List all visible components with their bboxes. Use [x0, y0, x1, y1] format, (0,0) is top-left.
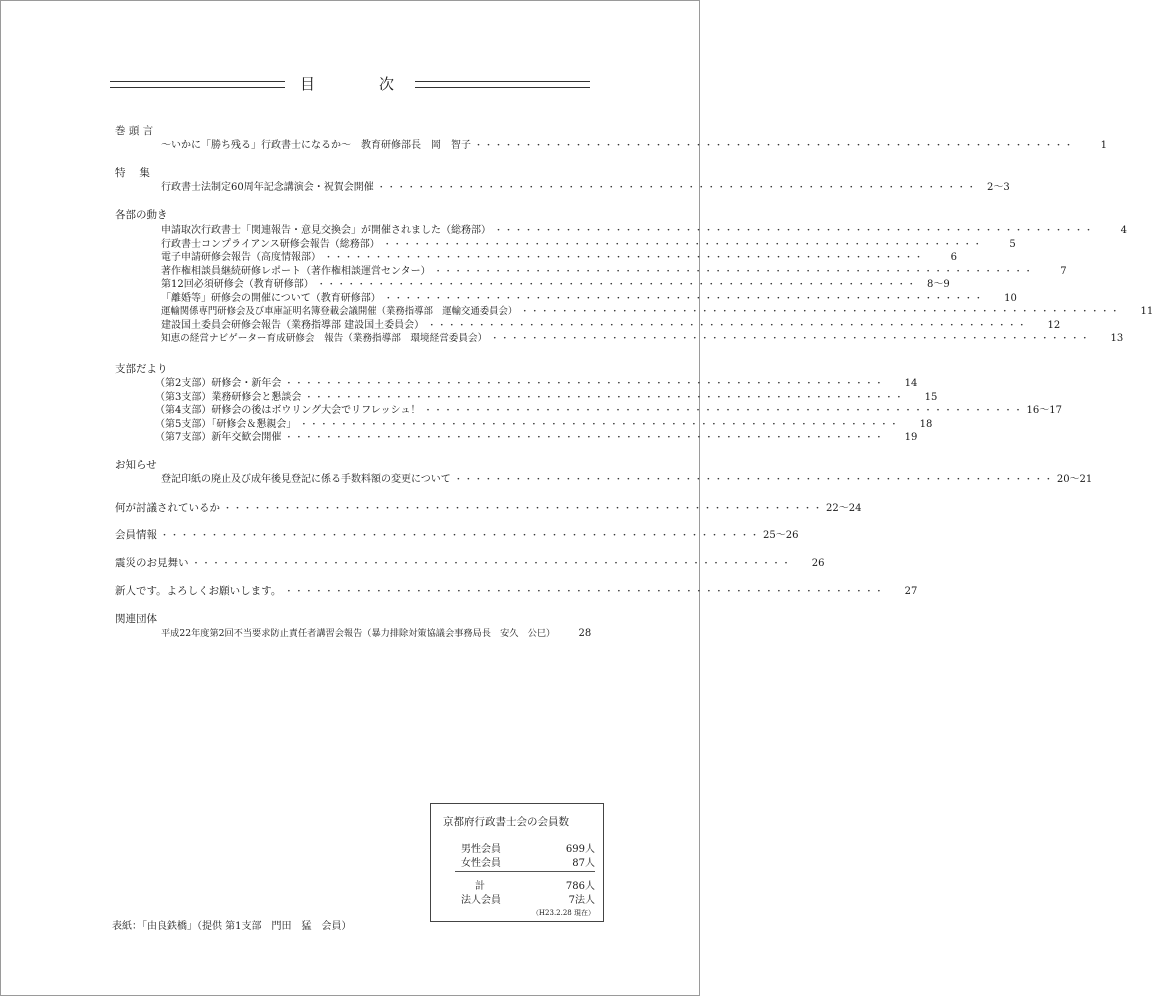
entry-title: （第7支部）新年交歓会開催 — [155, 432, 282, 443]
section-heading: 特 集 — [115, 167, 150, 179]
entry-page: 12 — [1047, 319, 1061, 331]
toc-entry-disaster[interactable] — [115, 556, 825, 571]
entry-title: 建設国土委員会研修会報告（業務指導部 建設国土委員会） — [161, 319, 425, 331]
female-label: 女性会員 — [461, 858, 501, 869]
entry-title: （第2支部）研修会・新年会 — [155, 378, 282, 389]
entry-page: 10 — [1004, 292, 1017, 304]
entry-title: （第3支部）業務研修会と懇談会 — [155, 391, 302, 403]
entry-page: 27 — [904, 586, 918, 597]
total-label: 計 — [475, 881, 485, 892]
toc-entry[interactable] — [115, 305, 1153, 319]
entry-title: 電子申請研修会報告（高度情報部） — [161, 252, 321, 263]
entry-page: 28 — [578, 628, 592, 639]
entry-page: 16〜17 — [1026, 405, 1062, 416]
leader-dots: ・・・・・・・・・・・・・・・・・・・・・・・・・・・・・・・・・・・・・・・・・・・・・・・・・・・・・・・・・・・・ — [376, 183, 977, 193]
toc-entry[interactable] — [115, 238, 1016, 252]
toc-entry[interactable] — [115, 332, 1124, 346]
leader-dots: ・・・・・・・・・・・・・・・・・・・・・・・・・・・・・・・・・・・・・・・・・・・・・・・・・・・・・・・・・・・・ — [427, 320, 1028, 331]
entry-title: 行政書士法制定60周年記念講演会・祝賀会開催 — [161, 182, 374, 193]
section-heading: 関連団体 — [115, 613, 157, 625]
toc-entry[interactable] — [115, 431, 918, 445]
leader-dots: ・・・・・・・・・・・・・・・・・・・・・・・・・・・・・・・・・・・・・・・・・・・・・・・・・・・・・・・・・・・・ — [423, 406, 1024, 416]
male-label: 男性会員 — [461, 844, 501, 855]
section-heading: 各部の動き — [115, 209, 168, 221]
leader-dots: ・・・・・・・・・・・・・・・・・・・・・・・・・・・・・・・・・・・・・・・・・・・・・・・・・・・・・・・・・・・・ — [324, 253, 925, 263]
leader-dots: ・・・・・・・・・・・・・・・・・・・・・・・・・・・・・・・・・・・・・・・・・・・・・・・・・・・・・・・・・・・・ — [284, 587, 885, 597]
cover-caption: 表紙：「由良鉄橋」（提供 第1支部 門田 猛 会員） — [112, 921, 352, 932]
corp-label: 法人会員 — [461, 895, 501, 906]
entry-page: 13 — [1110, 333, 1124, 344]
leader-dots: ・・・・・・・・・・・・・・・・・・・・・・・・・・・・・・・・・・・・・・・・・・・・・・・・・・・・・・・・・・・・ — [299, 419, 900, 430]
toc-entry-discussion[interactable] — [115, 501, 862, 516]
toc-entry-newcomers[interactable] — [115, 584, 918, 599]
female-value: 87人 — [572, 858, 595, 869]
member-count-box — [430, 803, 604, 922]
entry-title: 「離婚等」研修会の開催について（教育研修部） — [161, 292, 381, 304]
section-branches — [115, 362, 1062, 445]
entry-page: 26 — [811, 558, 825, 569]
leader-dots: ・・・・・・・・・・・・・・・・・・・・・・・・・・・・・・・・・・・・・・・・・・・・・・・・・・・・・・・・・・・・ — [383, 293, 984, 304]
leader-dots: ・・・・・・・・・・・・・・・・・・・・・・・・・・・・・・・・・・・・・・・・・・・・・・・・・・・・・・・・・・・・ — [284, 433, 885, 443]
leader-dots: ・・・・・・・・・・・・・・・・・・・・・・・・・・・・・・・・・・・・・・・・・・・・・・・・・・・・・・・・・・・・ — [474, 141, 1075, 151]
leader-dots: ・・・・・・・・・・・・・・・・・・・・・・・・・・・・・・・・・・・・・・・・・・・・・・・・・・・・・・・・・・・・ — [494, 226, 1095, 236]
entry-page: 8〜9 — [927, 279, 950, 290]
male-value: 699人 — [565, 844, 595, 855]
leader-dots: ・・・・・・・・・・・・・・・・・・・・・・・・・・・・・・・・・・・・・・・・・・・・・・・・・・・・・・・・・・・・ — [490, 334, 1091, 344]
entry-title: （第4支部）研修会の後はボウリング大会でリフレッシュ！ — [155, 405, 421, 416]
entry-title: 何が討議されているか — [115, 502, 220, 514]
entry-title: 第12回必須研修会（教育研修部） — [161, 279, 314, 290]
entry-page: 5 — [1009, 238, 1016, 250]
entry-page: 2〜3 — [987, 182, 1010, 193]
entry-title: 新人です。よろしくお願いします。 — [115, 585, 282, 597]
toc-entry[interactable] — [115, 627, 592, 641]
toc-entry[interactable] — [115, 224, 1128, 238]
leader-dots: ・・・・・・・・・・・・・・・・・・・・・・・・・・・・・・・・・・・・・・・・・・・・・・・・・・・・・・・・・・・・ — [191, 559, 792, 569]
total-value: 786人 — [565, 881, 595, 892]
leader-dots: ・・・・・・・・・・・・・・・・・・・・・・・・・・・・・・・・・・・・・・・・・・・・・・・・・・・・・・・・・・・・ — [284, 379, 885, 389]
as-of-note: （H23.2.28 現在） — [531, 909, 595, 917]
leader-dots: ・・・・・・・・・・・・・・・・・・・・・・・・・・・・・・・・・・・・・・・・・・・・・・・・・・・・・・・・・・・・ — [433, 266, 1034, 277]
section-feature — [115, 166, 1010, 195]
entry-page: 22〜24 — [826, 503, 862, 514]
entry-title: 著作権相談員継続研修レポート（著作権相談運営センター） — [161, 265, 431, 277]
corporate-members-row — [461, 891, 595, 906]
entry-title: 〜いかに「勝ち残る」行政書士になるか〜 教育研修部長 岡 智子 — [161, 140, 471, 151]
entry-title: 震災のお見舞い — [115, 557, 189, 569]
section-notices — [115, 458, 1093, 487]
entry-page: 6 — [950, 252, 958, 263]
entry-page: 7 — [1060, 265, 1067, 277]
toc-title-text — [300, 73, 400, 94]
section-related — [115, 612, 592, 641]
section-heading: 巻 頭 言 — [115, 125, 154, 137]
toc-entry[interactable] — [115, 292, 1017, 306]
title-char-2: 次 — [378, 75, 400, 93]
toc-entry[interactable] — [115, 181, 1010, 195]
entry-page: 11 — [1140, 306, 1153, 317]
leader-dots: ・・・・・・・・・・・・・・・・・・・・・・・・・・・・・・・・・・・・・・・・・・・・・・・・・・・・・・・・・・・・ — [160, 531, 761, 541]
title-rule-right — [415, 81, 590, 88]
member-box-title: 京都府行政書士会の会員数 — [443, 816, 569, 828]
title-char-1: 目 — [300, 75, 322, 93]
toc-entry[interactable] — [115, 404, 1062, 418]
toc-entry[interactable] — [115, 278, 950, 292]
total-members-row — [461, 877, 595, 892]
entry-page: 15 — [924, 391, 938, 403]
toc-entry-member-info[interactable] — [115, 528, 799, 543]
entry-title: 登記印紙の廃止及び成年後見登記に係る手数料額の変更について — [161, 474, 451, 485]
section-departments — [115, 208, 1153, 346]
corp-value: 7法人 — [568, 895, 595, 906]
male-members-row — [461, 840, 595, 855]
entry-title: 知恵の経営ナビゲーター育成研修会 報告（業務指導部 環境経営委員会） — [161, 333, 488, 344]
leader-dots: ・・・・・・・・・・・・・・・・・・・・・・・・・・・・・・・・・・・・・・・・・・・・・・・・・・・・・・・・・・・・ — [223, 504, 824, 514]
toc-entry[interactable] — [115, 377, 918, 391]
toc-title — [110, 73, 590, 95]
leader-dots: ・・・・・・・・・・・・・・・・・・・・・・・・・・・・・・・・・・・・・・・・・・・・・・・・・・・・・・・・・・・・ — [453, 475, 1054, 485]
toc-entry[interactable] — [115, 418, 933, 432]
entry-page: 4 — [1120, 225, 1128, 236]
entry-title: 行政書士コンプライアンス研修会報告（総務部） — [161, 238, 380, 250]
entry-page: 18 — [919, 418, 933, 430]
entry-page: 14 — [904, 378, 918, 389]
toc-entry[interactable] — [115, 139, 1108, 153]
female-members-row — [461, 854, 595, 869]
entry-page: 1 — [1100, 140, 1108, 151]
entry-title: （第5支部）「研修会＆懇親会」 — [155, 418, 297, 430]
leader-dots: ・・・・・・・・・・・・・・・・・・・・・・・・・・・・・・・・・・・・・・・・・・・・・・・・・・・・・・・・・・・・ — [316, 280, 917, 290]
toc-entry[interactable] — [115, 391, 938, 405]
leader-dots: ・・・・・・・・・・・・・・・・・・・・・・・・・・・・・・・・・・・・・・・・・・・・・・・・・・・・・・・・・・・・ — [382, 239, 983, 250]
leader-dots: ・・・・・・・・・・・・・・・・・・・・・・・・・・・・・・・・・・・・・・・・・・・・・・・・・・・・・・・・・・・・ — [304, 392, 905, 403]
entry-title: 平成22年度第2回不当要求防止責任者講習会報告（暴力排除対策協議会事務局長 安久 公巳） — [161, 628, 556, 639]
title-rule-left — [110, 81, 285, 88]
section-heading: 支部だより — [115, 363, 168, 375]
section-heading: お知らせ — [115, 459, 157, 471]
section-foreword — [115, 124, 1108, 153]
entry-page: 20〜21 — [1056, 474, 1093, 485]
entry-page: 19 — [904, 432, 918, 443]
entry-title: 申請取次行政書士「関連報告・意見交換会」が開催されました（総務部） — [161, 225, 491, 236]
entry-page: 25〜26 — [763, 530, 799, 541]
entry-title: 会員情報 — [115, 529, 157, 541]
toc-entry[interactable] — [115, 265, 1067, 279]
toc-entry[interactable] — [115, 473, 1093, 487]
entry-title: 運輸関係専門研修会及び車庫証明名簿登載会議開催（業務指導部 運輸交通委員会） — [161, 306, 518, 317]
toc-entry[interactable] — [115, 251, 958, 265]
sum-divider — [455, 871, 595, 872]
toc-entry[interactable] — [115, 319, 1061, 333]
leader-dots: ・・・・・・・・・・・・・・・・・・・・・・・・・・・・・・・・・・・・・・・・・・・・・・・・・・・・・・・・・・・・ — [520, 307, 1121, 317]
